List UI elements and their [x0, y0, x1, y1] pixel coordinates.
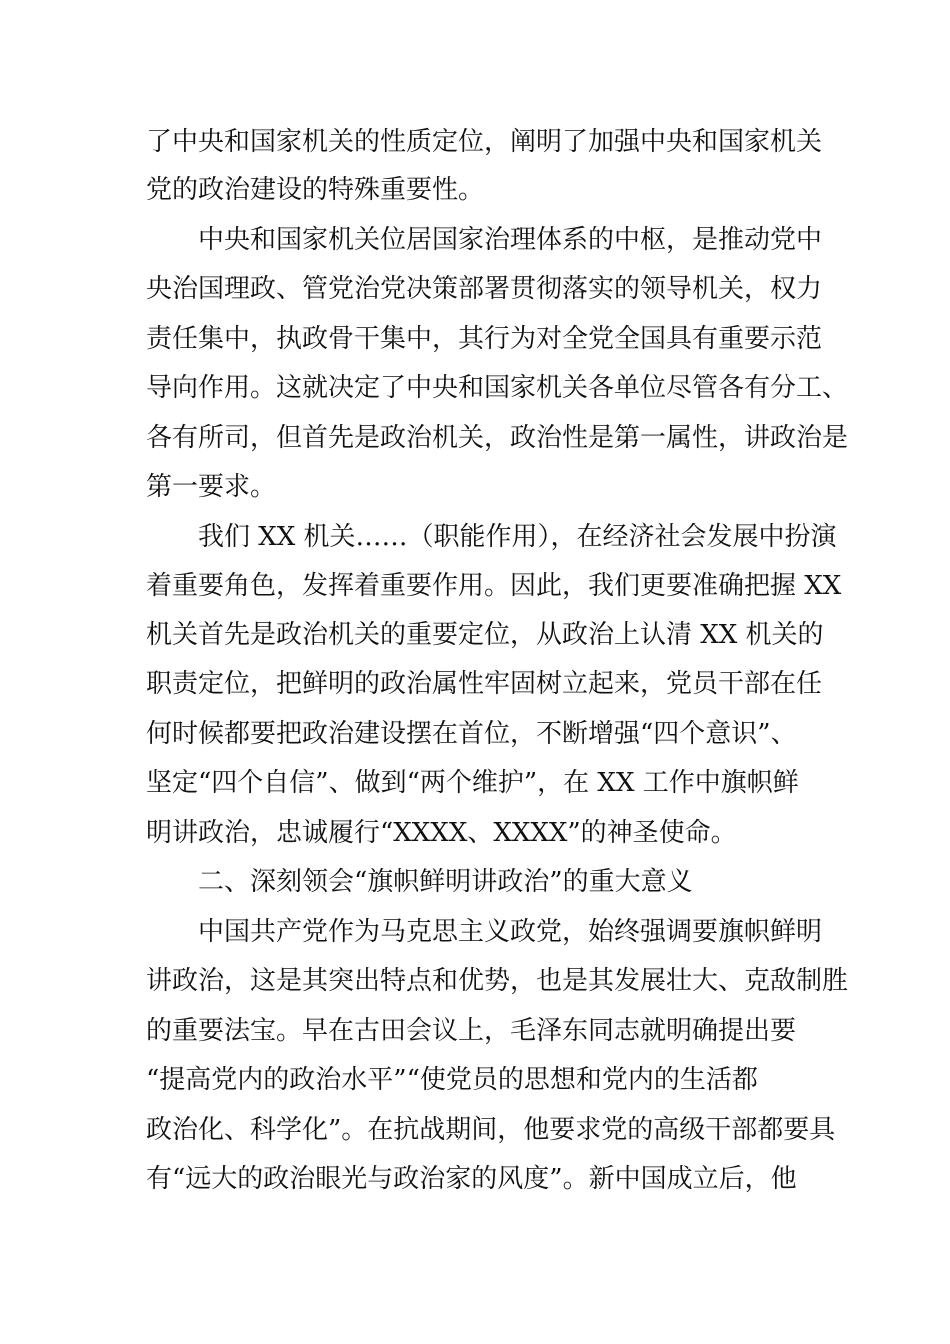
text-line: 了中央和国家机关的性质定位，阐明了加强中央和国家机关 [146, 127, 823, 157]
text-line: 机关首先是政治机关的重要定位，从政治上认清 XX 机关的 [146, 620, 824, 650]
text-line: 政治化、科学化”。在抗战期间，他要求党的高级干部都要具 [146, 1115, 836, 1145]
text-line: 的重要法宝。早在古田会议上，毛泽东同志就明确提出要 [146, 1016, 797, 1046]
text-line: 党的政治建设的特殊重要性。 [146, 175, 485, 205]
text-line: 职责定位，把鲜明的政治属性牢固树立起来，党员干部在任 [146, 669, 823, 699]
text-line: “提高党内的政治水平”“使党员的思想和党内的生活都 [146, 1065, 758, 1095]
text-line: 第一要求。 [146, 472, 277, 502]
text-line: 着重要角色，发挥着重要作用。因此，我们更要准确把握 XX [146, 571, 842, 601]
text-line: 坚定“四个自信”、做到“两个维护”，在 XX 工作中旗帜鲜 [146, 768, 799, 798]
text-line: 责任集中，执政骨干集中，其行为对全党全国具有重要示范 [146, 324, 823, 354]
section-heading: 二、深刻领会“旗帜鲜明讲政治”的重大意义 [198, 867, 693, 897]
text-line: 有“远大的政治眼光与政治家的风度”。新中国成立后，他 [146, 1164, 797, 1194]
text-line: 央治国理政、管党治党决策部署贯彻落实的领导机关，权力 [146, 274, 823, 304]
text-line: 中央和国家机关位居国家治理体系的中枢，是推动党中 [198, 225, 823, 255]
text-line: 我们 XX 机关……（职能作用），在经济社会发展中扮演 [198, 522, 837, 552]
text-line: 讲政治，这是其突出特点和优势，也是其发展壮大、克敌制胜 [146, 966, 849, 996]
text-line: 导向作用。这就决定了中央和国家机关各单位尽管各有分工、 [146, 373, 849, 403]
text-line: 明讲政治，忠诚履行“XXXX、XXXX”的神圣使命。 [146, 818, 737, 848]
text-line: 中国共产党作为马克思主义政党，始终强调要旗帜鲜明 [198, 917, 823, 947]
text-line: 何时候都要把政治建设摆在首位，不断增强“四个意识”、 [146, 719, 797, 749]
text-line: 各有所司，但首先是政治机关，政治性是第一属性，讲政治是 [146, 423, 849, 453]
